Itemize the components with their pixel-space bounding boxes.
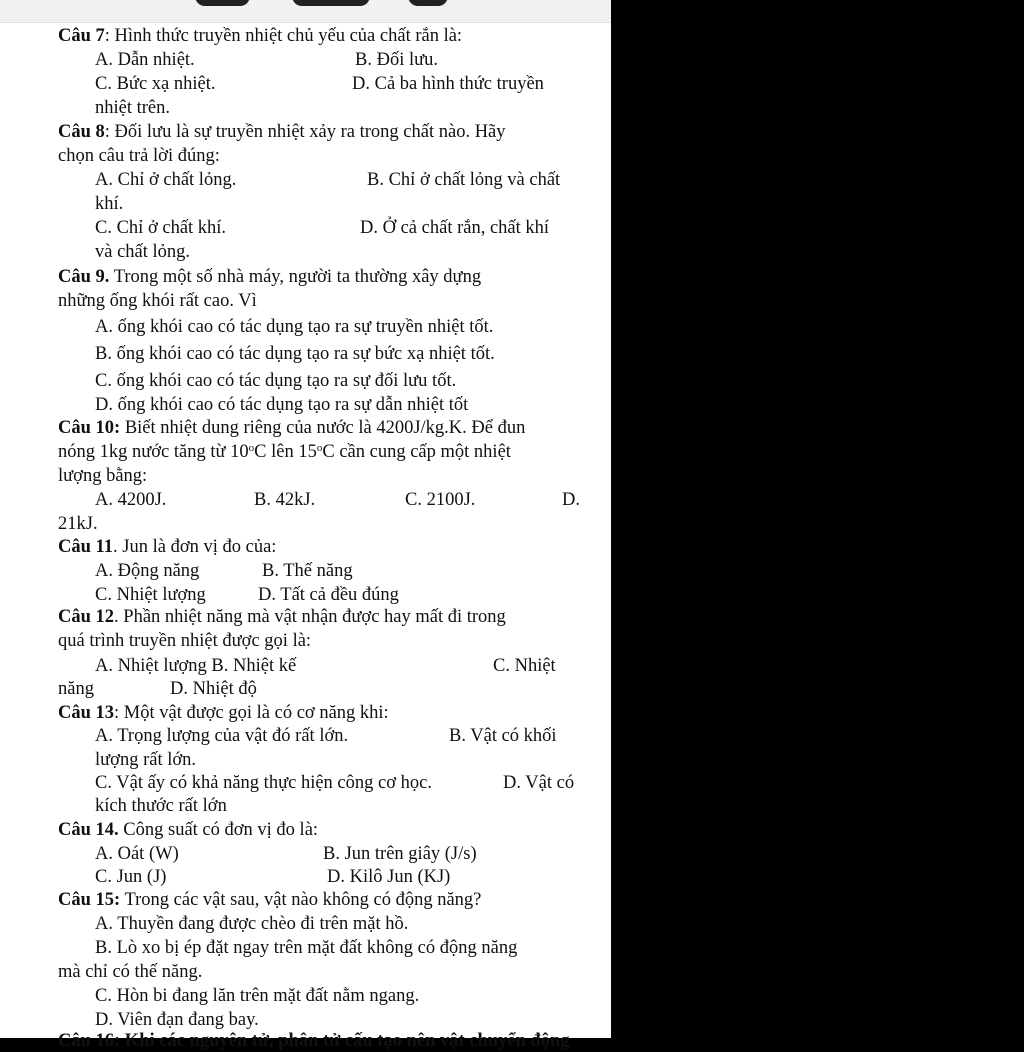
degree-mark: o (316, 442, 323, 454)
question-number: Câu 14. (58, 820, 119, 840)
option-d: D. Vật có (503, 773, 575, 793)
option-a: A. Dẫn nhiệt. (95, 50, 195, 70)
option-a: A. Chỉ ở chất lỏng. (95, 170, 237, 190)
question-number: Câu 9. (58, 267, 110, 287)
question-11 (58, 536, 276, 558)
option-d: D. ống khói cao có tác dụng tạo ra sự dẫn nhiệt tốt (95, 395, 469, 415)
question-8 (58, 121, 506, 143)
option-d: D. Nhiệt độ (170, 679, 257, 699)
option-a-b: A. Nhiệt lượng B. Nhiệt kế (95, 656, 297, 676)
question-text-cont (58, 441, 511, 463)
text-part: nóng 1kg nước tăng từ 10 (58, 442, 249, 462)
question-text: Công suất có đơn vị đo là: (118, 820, 319, 840)
option-b: B. Jun trên giây (J/s) (323, 844, 477, 864)
question-text: Đối lưu là sự truyền nhiệt xảy ra trong chất nào. Hãy (109, 122, 506, 142)
separator: : (104, 26, 110, 46)
option-d-cont: và chất lỏng. (95, 242, 191, 262)
question-15 (58, 889, 481, 911)
option-d: D. Kilô Jun (KJ) (327, 867, 451, 887)
question-text-cont: quá trình truyền nhiệt được gọi là: (58, 631, 312, 651)
question-text-cont: chọn câu trả lời đúng: (58, 146, 220, 166)
cut-off-line: Câu 16: Khi các nguyên tử, phân tử cấu tạo nên vật chuyển động (58, 1031, 570, 1051)
option-b: B. ống khói cao có tác dụng tạo ra sự bức xạ nhiệt tốt. (95, 344, 495, 364)
option-c: C. Nhiệt (493, 656, 556, 676)
cropped-glyph (292, 0, 370, 6)
option-b-cont: khí. (95, 194, 124, 214)
question-12 (58, 606, 506, 628)
separator: : (104, 122, 110, 142)
option-b: B. Chỉ ở chất lỏng và chất (367, 170, 561, 190)
option-a: A. Trọng lượng của vật đó rất lớn. (95, 726, 349, 746)
option-a: A. Thuyền đang được chèo đi trên mặt hồ. (95, 914, 409, 934)
option-d: D. Ở cả chất rắn, chất khí (360, 218, 550, 238)
question-text: . Jun là đơn vị đo của: (113, 537, 277, 557)
option-a: A. ống khói cao có tác dụng tạo ra sự truyền nhiệt tốt. (95, 317, 494, 337)
question-text-cont: lượng bằng: (58, 466, 148, 486)
option-a: A. Động năng (95, 561, 200, 581)
option-c: C. Vật ấy có khả năng thực hiện công cơ học. (95, 773, 432, 793)
option-b-cont: mà chỉ có thế năng. (58, 962, 203, 982)
option-c: C. ống khói cao có tác dụng tạo ra sự đối lưu tốt. (95, 371, 457, 391)
question-9 (58, 266, 481, 288)
option-a: A. Oát (W) (95, 844, 179, 864)
question-text: Trong một số nhà máy, người ta thường xây dựng (109, 267, 482, 287)
question-number: Câu 13 (58, 703, 115, 723)
cropped-glyph (195, 0, 250, 6)
text-part: C lên 15 (254, 442, 317, 462)
cropped-glyph (408, 0, 448, 6)
question-text: : Một vật được gọi là có cơ năng khi: (114, 703, 389, 723)
question-13 (58, 702, 389, 724)
question-number: Câu 8 (58, 122, 105, 142)
option-b-cont: lượng rất lớn. (95, 750, 197, 770)
question-text: Trong các vật sau, vật nào không có động năng? (120, 890, 482, 910)
question-text: . Phần nhiệt năng mà vật nhận được hay mất đi trong (114, 607, 506, 627)
question-text-cont: những ống khói rất cao. Vì (58, 291, 257, 311)
option-c: C. Bức xạ nhiệt. (95, 74, 216, 94)
question-text: Hình thức truyền nhiệt chủ yếu của chất rắn là: (109, 26, 463, 46)
question-number: Câu 12 (58, 607, 115, 627)
option-d: D. Tất cả đều đúng (258, 585, 399, 605)
option-d-cont: nhiệt trên. (95, 98, 171, 118)
option-c: C. Jun (J) (95, 867, 167, 887)
question-text: Biết nhiệt dung riêng của nước là 4200J/kg.K. Để đun (120, 418, 526, 438)
option-d: D. Cả ba hình thức truyền (352, 74, 544, 94)
question-10 (58, 417, 525, 439)
question-number: Câu 10: (58, 418, 121, 438)
text-part: C cần cung cấp một nhiệt (322, 442, 511, 462)
option-b: B. Lò xo bị ép đặt ngay trên mặt đất không có động năng (95, 938, 518, 958)
option-a: A. 4200J. (95, 490, 167, 510)
option-d: D. Viên đạn đang bay. (95, 1010, 259, 1030)
option-b: B. Vật có khối (449, 726, 557, 746)
option-d-cont: kích thước rất lớn (95, 796, 227, 816)
option-d: D. (562, 490, 580, 510)
option-b: B. 42kJ. (254, 490, 316, 510)
question-14 (58, 819, 318, 841)
option-b: B. Thế năng (262, 561, 353, 581)
option-c: C. Nhiệt lượng (95, 585, 206, 605)
option-c: C. Chỉ ở chất khí. (95, 218, 227, 238)
question-number: Câu 11 (58, 537, 114, 557)
option-c: C. 2100J. (405, 490, 476, 510)
question-number: Câu 7 (58, 26, 105, 46)
option-c-cont: năng (58, 679, 94, 699)
top-scroll-bar (0, 0, 611, 23)
option-d-cont: 21kJ. (58, 514, 98, 534)
question-number: Câu 15: (58, 890, 121, 910)
option-b: B. Đối lưu. (355, 50, 439, 70)
question-7 (58, 25, 462, 47)
degree-mark: o (248, 442, 255, 454)
option-c: C. Hòn bi đang lăn trên mặt đất nằm ngang. (95, 986, 420, 1006)
